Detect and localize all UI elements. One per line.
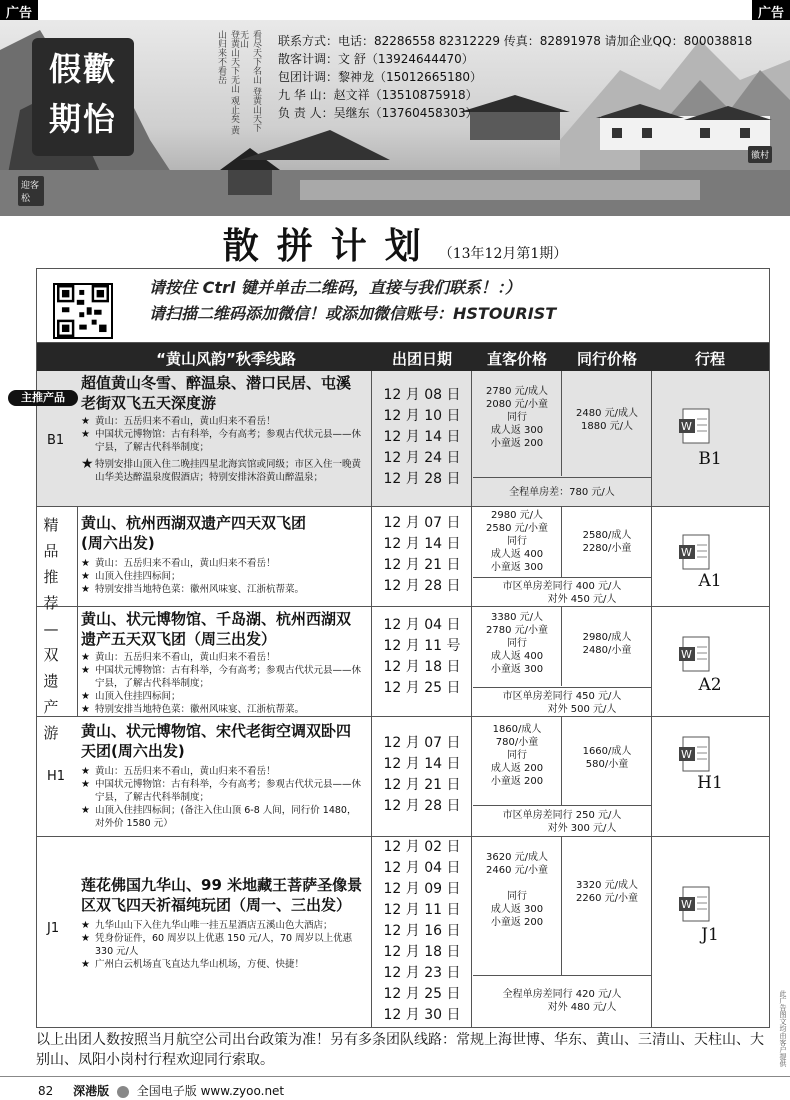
tour-notes: ★ 黄山：五岳归来不看山，黄山归来不看岳！ ★ 山顶入住挂四标间； ★ 特别安排当地特色菜：徽州风味宴、江浙杭帮菜。 [81, 558, 305, 595]
contact-line: 联系方式：电话：82286558 82312229 传真：82891978 请加企业QQ：800038818 [278, 34, 753, 48]
tour-name: 黄山、杭州西湖双遗产四天双飞团 (周六出发) [81, 514, 307, 552]
ad-label-right: 广告 [752, 0, 790, 20]
svg-text:W: W [681, 420, 692, 433]
table-header [37, 343, 769, 371]
itinerary-link[interactable]: J1 [701, 925, 719, 945]
word-document-icon[interactable] [677, 635, 715, 675]
header-route: “黄山风韵”秋季线路 [156, 350, 296, 368]
ad-label-left: 广告 [0, 0, 38, 20]
poem-text-2: 看尽天下名山 登黄山天下无山 [238, 30, 261, 132]
qr-code-icon[interactable] [53, 283, 113, 339]
page-title: 散拼计划（13年12月第1期） [222, 225, 568, 267]
label-yingkesong: 迎客 松 [18, 176, 44, 206]
category-side-label: 精 品 推 荐 — 双 遗 产 游 [43, 516, 59, 742]
direct-price: 1860/成人 780/小童 同行 成人返 200 小童返 200 [490, 724, 544, 787]
poem-text: 登黄山天下无山 观止矣 黄山归来不看岳 [216, 30, 239, 135]
brand-logo: 假歡 期怡 [32, 38, 134, 156]
tour-dates: 12 月 04 日 12 月 11 号 12 月 18 日 12 月 25 日 [383, 617, 461, 696]
disclaimer-note: 此广告图文均由客户提供 [779, 990, 787, 1067]
itinerary-link[interactable]: B1 [698, 449, 722, 469]
tour-row [37, 717, 769, 837]
contact-info [278, 32, 752, 122]
svg-text:W: W [681, 546, 692, 559]
divider [0, 1076, 790, 1077]
peer-price: 3320 元/成人 2260 元/小童 [576, 880, 638, 904]
tour-table [36, 268, 770, 1028]
contact-line: 九 华 山：赵文祥（13510875918） [278, 88, 478, 102]
tour-notes: ★ 黄山：五岳归来不看山，黄山归来不看岳！ ★ 中国状元博物馆：古有科举，今有高考；参观古代状元县——休宁县，了解古代科举制度； ★ 山顶入住挂四标间； ★ 特别安排当地特色菜：徽州风味宴、江浙杭帮菜。 [81, 652, 362, 715]
direct-price: 3620 元/成人 2460 元/小童 同行 成人返 300 小童返 200 [486, 852, 548, 928]
tour-row [37, 507, 769, 607]
header-itinerary: 行程 [694, 350, 725, 368]
tour-code: H1 [47, 769, 66, 784]
issue-label: （13年12月第1期） [438, 246, 568, 262]
tour-code: B1 [47, 433, 65, 448]
page-footer [38, 1082, 284, 1099]
direct-price: 2780 元/成人 2080 元/小童 同行 成人返 300 小童返 200 [486, 386, 548, 449]
qr-instruction: 请按住 Ctrl 键并单击二维码，直接与我们联系！：） [149, 278, 521, 297]
word-document-icon[interactable] [677, 533, 715, 573]
qr-section [37, 269, 769, 343]
itinerary-link[interactable]: H1 [697, 773, 723, 793]
room-surcharge: 市区单房差同行 250 元/人 对外 300 元/人 [473, 805, 651, 837]
edition-label: 深港版 [73, 1084, 110, 1098]
tour-row [37, 371, 769, 507]
footer-note: 以上出团人数按照当月航空公司出台政策为准！另有多条团队线路：常规上海世博、华东、黄山、三清山、天柱山、大别山、凤阳小岗村行程欢迎同行索取。 [36, 1032, 764, 1068]
svg-text:W: W [681, 648, 692, 661]
header-direct-price: 直客价格 [486, 350, 547, 368]
itinerary-link[interactable]: A2 [698, 675, 722, 695]
tour-name: 黄山、状元博物馆、宋代老街空调双卧四 天团(周六出发) [81, 722, 352, 760]
word-document-icon[interactable] [677, 885, 715, 925]
logo-icon [117, 1086, 129, 1098]
header-peer-price: 同行价格 [576, 350, 637, 368]
contact-line: 散客计调：文 舒（13924644470） [278, 52, 474, 66]
tour-dates: 12 月 02 日 12 月 04 日 12 月 09 日 12 月 11 日 12 月 16 日 12 月 18 日 12 月 23 日 12 月 25 日 12 月 30 日 [383, 839, 461, 1023]
tour-name: 超值黄山冬雪、醉温泉、潜口民居、屯溪 老街双飞五天深度游 [81, 374, 352, 412]
tour-notes: ★ 黄山：五岳归来不看山，黄山归来不看岳！ ★ 中国状元博物馆：古有科举，今有高考；参观古代状元县——休宁县，了解古代科举制度； ★ 山顶入住挂四标间；(备注入住山顶 6-8 人间，同行价 1480，对外价 1580 元） [81, 766, 362, 829]
svg-text:W: W [681, 748, 692, 761]
tour-name: 黄山、状元博物馆、千岛湖、杭州西湖双 遗产五天双飞团（周三出发） [81, 610, 352, 648]
peer-price: 2580/成人 2280/小童 [582, 530, 632, 554]
peer-price: 2980/成人 2480/小童 [582, 632, 632, 656]
page-number: 82 [38, 1084, 54, 1098]
room-surcharge: 市区单房差同行 450 元/人 对外 500 元/人 [473, 687, 651, 717]
direct-price: 2980 元/人 2580 元/小童 同行 成人返 400 小童返 300 [486, 510, 548, 573]
site-link[interactable]: 全国电子版 www.zyoo.net [136, 1084, 285, 1098]
header-banner [0, 20, 790, 216]
word-document-icon[interactable] [677, 735, 715, 775]
peer-price: 1660/成人 580/小童 [582, 746, 632, 770]
tour-dates: 12 月 07 日 12 月 14 日 12 月 21 日 12 月 28 日 [383, 515, 461, 594]
tour-code: J1 [47, 921, 60, 936]
room-surcharge: 全程单房差：780 元/人 [473, 477, 651, 507]
itinerary-link[interactable]: A1 [698, 571, 722, 591]
header-date: 出团日期 [391, 350, 452, 368]
svg-text:W: W [681, 898, 692, 911]
tour-row [37, 837, 769, 1027]
tour-dates: 12 月 08 日 12 月 10 日 12 月 14 日 12 月 24 日 12 月 28 日 [383, 387, 461, 487]
tour-notes: ★ 黄山：五岳归来不看山，黄山归来不看岳！ ★ 中国状元博物馆：古有科举，今有高考；参观古代状元县——休宁县，了解古代科举制度； ★ 特别安排山顶入住二晚挂四星北海宾馆或同级；市区入住一晚黄山华美达醉温泉度假酒店；特别安排沐浴黄山醉温泉； [81, 416, 362, 483]
tour-notes: ★ 九华山山下入住九华山唯一挂五星酒店五溪山色大酒店； ★ 凭身份证件，60 周岁以上优惠 150 元/人，70 周岁以上优惠 330 元/人 ★ 广州白云机场直飞直达九华山机场，方便、快捷！ [81, 920, 353, 970]
tour-name: 莲花佛国九华山、99 米地藏王菩萨圣像景 区双飞四天祈福纯玩团（周一、三出发） [81, 876, 363, 914]
room-surcharge: 市区单房差同行 400 元/人 对外 450 元/人 [473, 577, 651, 607]
featured-badge: 主推产品 [8, 390, 78, 406]
direct-price: 3380 元/人 2780 元/小童 同行 成人返 400 小童返 300 [486, 612, 548, 675]
qr-instruction: 请扫描二维码添加微信！或添加微信账号：HSTOURIST [149, 304, 557, 323]
word-document-icon[interactable] [677, 407, 715, 447]
contact-line: 负 责 人：吴继东（13760458303） [278, 106, 478, 120]
tour-dates: 12 月 07 日 12 月 14 日 12 月 21 日 12 月 28 日 [383, 735, 461, 814]
peer-price: 2480 元/成人 1880 元/人 [576, 408, 638, 432]
contact-line: 包团计调：黎神龙（15012665180） [278, 70, 482, 84]
tour-row [37, 607, 769, 717]
room-surcharge: 全程单房差同行 420 元/人 对外 480 元/人 [473, 975, 651, 1027]
label-huicun: 徽村 [748, 146, 772, 163]
